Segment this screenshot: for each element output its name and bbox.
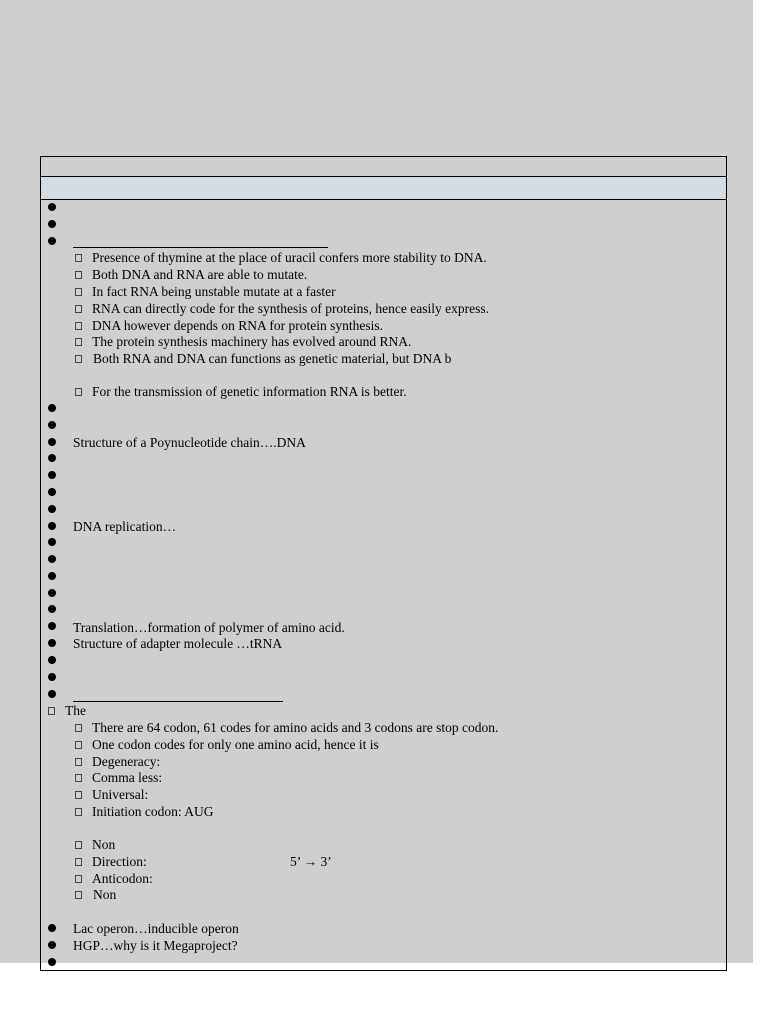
bullet-icon — [48, 404, 56, 412]
bullet-icon — [48, 505, 56, 513]
note-line: Comma less: — [92, 770, 163, 785]
bullet-icon — [48, 538, 56, 546]
blank-rule — [73, 701, 283, 702]
square-bullet-icon — [75, 808, 82, 816]
square-bullet-icon — [75, 858, 82, 866]
square-bullet-icon — [75, 741, 82, 749]
bullet-icon — [48, 958, 56, 966]
square-bullet-icon — [75, 875, 82, 883]
bullet-icon — [48, 656, 56, 664]
square-bullet-icon — [75, 774, 82, 782]
note-line: Initiation codon: AUG — [92, 804, 214, 819]
table-header-row — [40, 156, 727, 177]
bullet-icon — [48, 639, 56, 647]
note-line: Both RNA and DNA can functions as genetic material, but DNA b — [93, 351, 452, 366]
note-line: The — [65, 703, 86, 718]
note-line: Universal: — [92, 787, 149, 802]
bullet-icon — [48, 488, 56, 496]
section-heading: Translation…formation of polymer of amino acid. — [73, 620, 345, 635]
square-bullet-icon — [75, 841, 82, 849]
note-line: There are 64 codon, 61 codes for amino acids and 3 codons are stop codon. — [92, 720, 499, 735]
note-line: Presence of thymine at the place of uracil confers more stability to DNA. — [92, 250, 487, 265]
bullet-icon — [48, 237, 56, 245]
note-line: In fact RNA being unstable mutate at a faster — [92, 284, 336, 299]
section-heading: Lac operon…inducible operon — [73, 921, 239, 936]
bullet-icon — [48, 924, 56, 932]
note-line: RNA can directly code for the synthesis of proteins, hence easily express. — [92, 301, 490, 316]
square-bullet-icon — [75, 338, 82, 346]
bullet-icon — [48, 203, 56, 211]
bullet-icon — [48, 421, 56, 429]
direction-value: 5’ → 3’ — [290, 854, 332, 869]
section-heading: Structure of a Poynucleotide chain….DNA — [73, 435, 306, 450]
bullet-icon — [48, 572, 56, 580]
square-bullet-icon — [75, 355, 82, 363]
note-line: Both DNA and RNA are able to mutate. — [92, 267, 308, 282]
square-bullet-icon — [48, 707, 55, 715]
bullet-icon — [48, 622, 56, 630]
note-line: DNA however depends on RNA for protein synthesis. — [92, 318, 383, 333]
note-line: One codon codes for only one amino acid, hence it is — [92, 737, 379, 752]
square-bullet-icon — [75, 271, 82, 279]
note-line: Direction: — [92, 854, 147, 869]
table-shaded-row — [40, 176, 727, 200]
note-line: The protein synthesis machinery has evolved around RNA. — [92, 334, 412, 349]
square-bullet-icon — [75, 724, 82, 732]
bullet-icon — [48, 555, 56, 563]
bullet-icon — [48, 471, 56, 479]
square-bullet-icon — [75, 254, 82, 262]
note-line: For the transmission of genetic information RNA is better. — [92, 384, 407, 399]
square-bullet-icon — [75, 758, 82, 766]
square-bullet-icon — [75, 288, 82, 296]
bullet-icon — [48, 941, 56, 949]
bullet-icon — [48, 605, 56, 613]
square-bullet-icon — [75, 791, 82, 799]
bullet-icon — [48, 690, 56, 698]
bullet-icon — [48, 438, 56, 446]
bullet-icon — [48, 220, 56, 228]
note-line: Non — [93, 887, 117, 902]
note-line: Non — [92, 837, 116, 852]
section-heading: DNA replication… — [73, 519, 177, 534]
bullet-icon — [48, 454, 56, 462]
square-bullet-icon — [75, 891, 82, 899]
bullet-icon — [48, 673, 56, 681]
square-bullet-icon — [75, 305, 82, 313]
square-bullet-icon — [75, 388, 82, 396]
square-bullet-icon — [75, 322, 82, 330]
blank-rule — [73, 247, 328, 248]
section-heading: Structure of adapter molecule …tRNA — [73, 636, 283, 651]
bullet-icon — [48, 589, 56, 597]
bullet-icon — [48, 522, 56, 530]
note-line: Anticodon: — [92, 871, 153, 886]
note-line: Degeneracy: — [92, 754, 161, 769]
section-heading: HGP…why is it Megaproject? — [73, 938, 238, 953]
